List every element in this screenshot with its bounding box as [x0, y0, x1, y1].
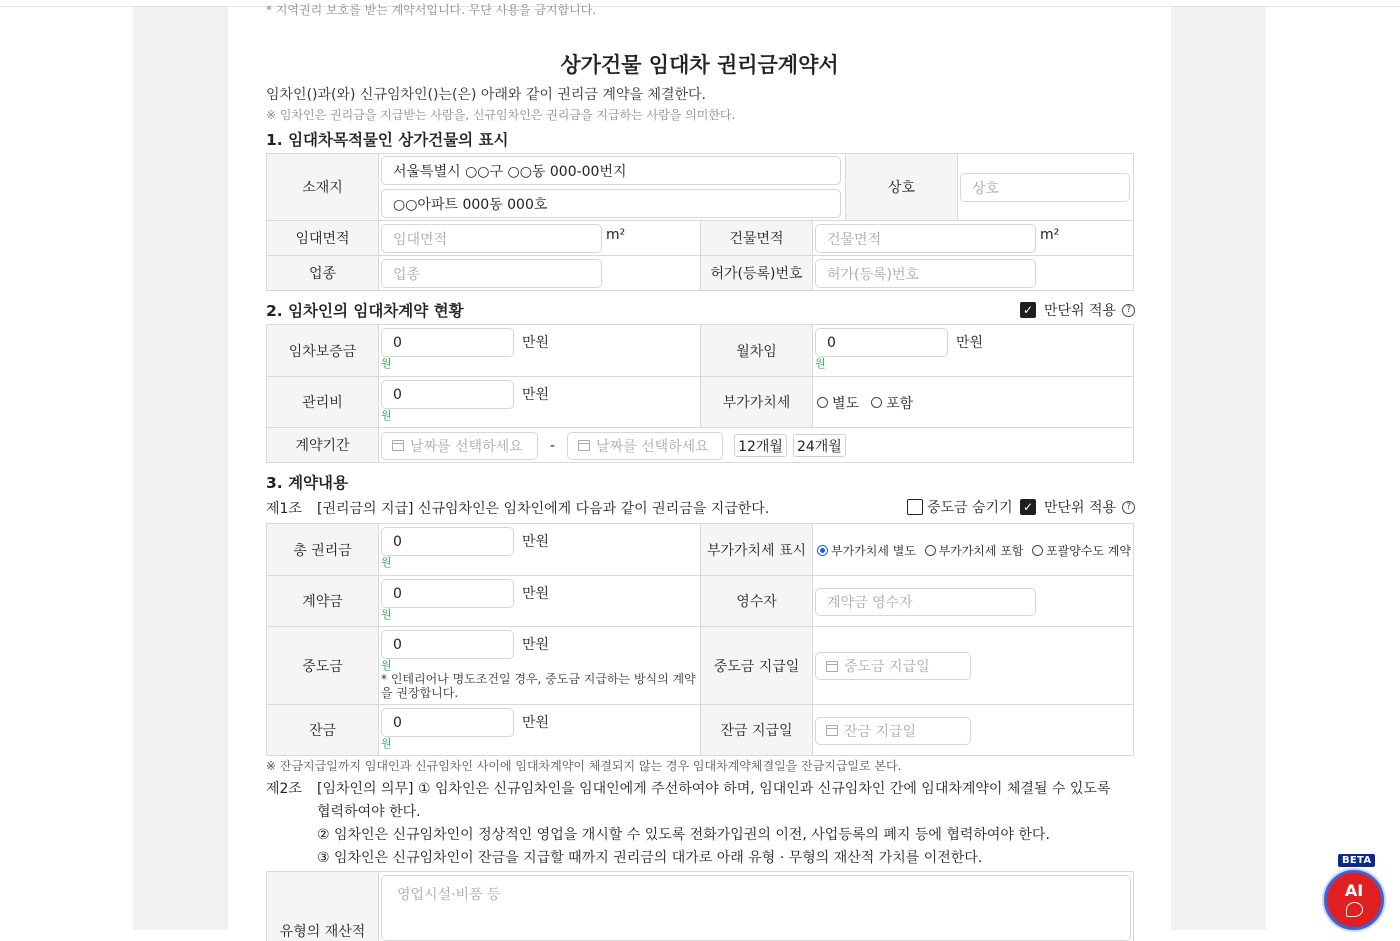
checkbox-unchecked-icon[interactable] [907, 499, 923, 515]
balance-input[interactable]: 0 [381, 708, 514, 737]
interim-cell [379, 627, 700, 704]
manwon-unit: 만원 [522, 534, 550, 550]
trade-name-input[interactable]: 상호 [960, 173, 1130, 202]
address-line2-input[interactable]: ○○아파트 000동 000호 [381, 189, 841, 218]
down-payment-label: 계약금 [266, 576, 379, 626]
won-hint: 원 [381, 409, 392, 422]
business-input[interactable]: 업종 [381, 259, 602, 288]
section2-table [266, 324, 1134, 463]
location-values [379, 154, 845, 220]
balance-date-input[interactable] [815, 717, 971, 745]
trade-name-label: 상호 [845, 154, 958, 220]
table-row [266, 705, 1134, 756]
radio-vat-display-included[interactable] [925, 545, 936, 556]
question-circle-icon[interactable]: ? [1122, 304, 1135, 317]
table-row [266, 325, 1134, 377]
unit-toggle-label: 만단위 적용 [1044, 303, 1117, 319]
lease-area-cell [379, 221, 700, 255]
left-gutter [133, 7, 228, 930]
article2-line3: ③ 임차인은 신규임차인이 잔금을 지급할 때까지 권리금의 대가로 아래 유형 · 무형의 재산적 가치를 이전한다. [317, 850, 983, 866]
vat-cell [813, 377, 1134, 427]
monthly-rent-cell [813, 325, 1134, 376]
permit-label: 허가(등록)번호 [700, 256, 813, 290]
won-hint: 원 [381, 556, 392, 569]
table-row [266, 524, 1134, 576]
vat-label: 부가가치세 [700, 377, 813, 427]
article1-text: [권리금의 지급] 신규임차인은 임차인에게 다음과 같이 권리금을 지급한다. [317, 501, 770, 517]
monthly-rent-label: 월차임 [700, 325, 813, 376]
deposit-input[interactable]: 0 [381, 328, 514, 357]
calendar-icon [826, 725, 838, 736]
vat-display-separate[interactable]: 부가가치세 별도 [831, 543, 916, 558]
business-label: 업종 [266, 256, 379, 290]
lead-note: ※ 임차인은 권리금을 지급받는 사람을, 신규임차인은 권리금을 지급하는 사람을 의미한다. [266, 108, 736, 122]
won-hint: 원 [815, 357, 826, 370]
area-unit: m² [606, 227, 626, 243]
monthly-rent-input[interactable]: 0 [815, 328, 948, 357]
manwon-unit: 만원 [522, 715, 550, 731]
manwon-unit: 만원 [956, 335, 984, 351]
unit-toggle-section3[interactable] [1020, 497, 1135, 517]
question-circle-icon[interactable]: ? [1122, 501, 1135, 514]
article2-number: 제2조 [266, 781, 302, 797]
section3-table [266, 523, 1134, 756]
deposit-label: 임차보증금 [266, 325, 379, 376]
trade-name-cell [958, 154, 1134, 220]
table-row [266, 428, 1134, 463]
table-row [266, 377, 1134, 428]
balance-cell [379, 705, 700, 755]
vat-display-cell [813, 524, 1134, 575]
radio-vat-display-comprehensive[interactable] [1032, 545, 1043, 556]
vat-display-included[interactable]: 부가가치세 포함 [938, 543, 1024, 558]
right-gutter [1171, 7, 1266, 930]
interim-input[interactable]: 0 [381, 630, 514, 659]
balance-date-label: 잔금 지급일 [700, 705, 813, 755]
calendar-icon [392, 440, 404, 451]
lead-sentence: 임차인()과(와) 신규임차인()는(은) 아래와 같이 권리금 계약을 체결한다. [266, 87, 706, 103]
building-area-label: 건물면적 [700, 221, 813, 255]
area-unit: m² [1040, 227, 1060, 243]
article2 [266, 778, 1127, 870]
check-icon[interactable]: ✓ [1020, 302, 1036, 318]
hide-interim-toggle[interactable] [907, 497, 1013, 517]
unit-toggle-section2[interactable] [1020, 300, 1135, 320]
table-row [266, 576, 1134, 627]
article1 [266, 498, 769, 518]
tangible-assets-textarea[interactable]: 영업시설·비품 등 [381, 875, 1131, 941]
period-start-input[interactable] [381, 432, 538, 460]
calendar-icon [826, 661, 838, 672]
unit-toggle-label: 만단위 적용 [1044, 500, 1117, 516]
receiver-cell [813, 576, 1134, 626]
interim-date-cell [813, 627, 1134, 704]
mgmt-fee-cell [379, 377, 700, 427]
ai-chat-button[interactable] [1324, 870, 1384, 930]
table-row [266, 221, 1134, 256]
down-payment-input[interactable]: 0 [381, 579, 514, 608]
chip-12-months[interactable]: 12개월 [734, 434, 787, 457]
document-title: 상가건물 임대차 권리금계약서 [560, 53, 839, 77]
interim-date-label: 중도금 지급일 [700, 627, 813, 704]
tangible-assets-row [266, 871, 1134, 941]
location-label: 소재지 [266, 154, 379, 220]
check-icon[interactable]: ✓ [1020, 499, 1036, 515]
contract-document [228, 3, 1171, 940]
total-premium-label: 총 권리금 [266, 524, 379, 575]
article1-number: 제1조 [266, 501, 302, 517]
table-row [266, 256, 1134, 291]
period-label: 계약기간 [266, 428, 379, 462]
cut-off-notice: * 지역권리 보호를 받는 계약서입니다. 무단 사용을 금지합니다. [266, 3, 597, 17]
section1-title: 1. 임대차목적물인 상가건물의 표시 [266, 131, 509, 149]
beta-badge: BETA [1338, 854, 1375, 867]
radio-vat-included[interactable] [871, 397, 882, 408]
vat-display-comprehensive[interactable]: 포괄양수도 계약 [1046, 543, 1131, 558]
building-area-cell [813, 221, 1134, 255]
permit-input[interactable]: 허가(등록)번호 [815, 259, 1036, 288]
interim-date-placeholder: 중도금 지급일 [844, 659, 930, 675]
won-hint: 원 [381, 357, 392, 370]
interim-label: 중도금 [266, 627, 379, 704]
building-area-input[interactable]: 건물면적 [815, 224, 1036, 253]
ai-label: AI [1344, 881, 1364, 900]
business-cell [379, 256, 700, 290]
vat-option-separate[interactable]: 별도 [832, 395, 860, 412]
balance-label: 잔금 [266, 705, 379, 755]
article2-line2: ② 임차인은 신규임차인이 정상적인 영업을 개시할 수 있도록 전화가입권의 이전, 사업등록의 폐지 등에 협력하여야 한다. [317, 827, 1050, 843]
balance-date-cell [813, 705, 1134, 755]
section3-title: 3. 계약내용 [266, 474, 348, 492]
period-start-placeholder: 날짜를 선택하세요 [410, 438, 523, 455]
interim-note: * 인테리어나 명도조건일 경우, 중도금 지급하는 방식의 계약을 권장합니다. [381, 672, 696, 700]
period-end-input[interactable] [567, 432, 723, 460]
vat-option-included[interactable]: 포함 [886, 395, 914, 412]
vat-display-label: 부가가치세 표시 [700, 524, 813, 575]
section2-title: 2. 임차인의 임대차계약 현황 [266, 302, 464, 320]
interim-date-input[interactable] [815, 652, 971, 680]
table-row [266, 154, 1134, 221]
manwon-unit: 만원 [522, 387, 550, 403]
balance-date-placeholder: 잔금 지급일 [844, 723, 917, 740]
deposit-cell [379, 325, 700, 376]
receiver-label: 영수자 [700, 576, 813, 626]
calendar-icon [578, 440, 590, 451]
manwon-unit: 만원 [522, 637, 550, 653]
permit-cell [813, 256, 1134, 290]
total-premium-cell [379, 524, 700, 575]
period-cell [379, 428, 1134, 462]
article2-body [317, 778, 1127, 870]
radio-vat-separate[interactable] [817, 397, 828, 408]
tangible-assets-label: 유형의 재산적 [266, 872, 379, 941]
table-row [266, 627, 1134, 705]
down-payment-cell [379, 576, 700, 626]
article2-line1: [임차인의 의무] ① 임차인은 신규임차인을 임대인에게 주선하여야 하며, 임대인과 신규임차인 간에 임대차계약이 체결될 수 있도록 협력하여야 한다. [317, 781, 1111, 820]
mgmt-fee-input[interactable]: 0 [381, 380, 514, 409]
mgmt-fee-label: 관리비 [266, 377, 379, 427]
manwon-unit: 만원 [522, 586, 550, 602]
period-dash: - [550, 437, 556, 454]
address-line1-input[interactable]: 서울특별시 ○○구 ○○동 000-00번지 [381, 156, 841, 185]
chat-bubble-icon [1346, 902, 1363, 917]
period-end-placeholder: 날짜를 선택하세요 [596, 438, 709, 455]
manwon-unit: 만원 [522, 335, 550, 351]
lease-area-input[interactable]: 임대면적 [381, 224, 602, 253]
radio-vat-display-separate[interactable] [817, 545, 828, 556]
lease-area-label: 임대면적 [266, 221, 379, 255]
total-premium-input[interactable]: 0 [381, 527, 514, 556]
chip-24-months[interactable]: 24개월 [793, 434, 846, 457]
won-hint: 원 [381, 608, 392, 621]
won-hint: 원 [381, 737, 392, 750]
receiver-input[interactable]: 계약금 영수자 [815, 588, 1036, 616]
ai-assistant-widget[interactable] [1323, 853, 1387, 933]
balance-footnote: ※ 잔금지급일까지 임대인과 신규임차인 사이에 임대차계약이 체결되지 않는 경우 임대차계약체결일을 잔금지급일로 본다. [266, 759, 902, 773]
hide-interim-label: 중도금 숨기기 [927, 500, 1013, 516]
won-hint: 원 [381, 659, 392, 672]
section1-table [266, 153, 1134, 291]
